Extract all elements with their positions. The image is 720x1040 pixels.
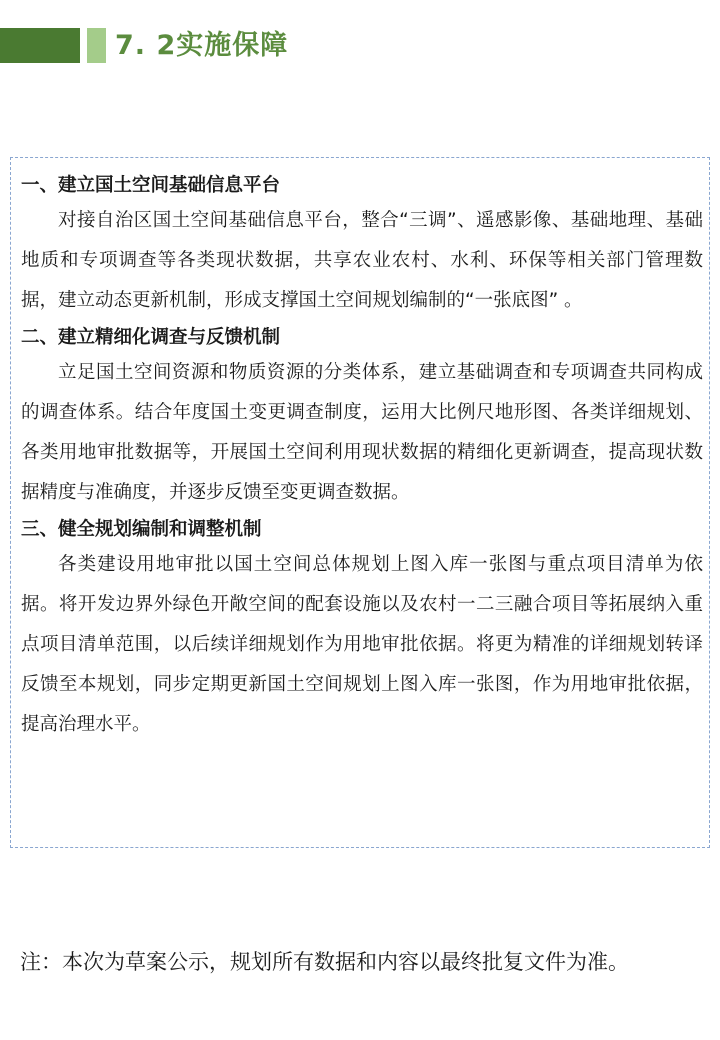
section-body-3: 各类建设用地审批以国土空间总体规划上图入库一张图与重点项目清单为依据。将开发边界外绿色开敞空间的配套设施以及农村一二三融合项目等拓展纳入重点项目清单范围，以后续详细规划作为用地审批依据。将更为精准的详细规划转译反馈至本规划，同步定期更新国土空间规划上图入库一张图，作为用地审批依据，提高治理水平。 [21, 554, 703, 735]
section-heading-1: 一、建立国土空间基础信息平台 [21, 175, 281, 196]
content-box [10, 157, 710, 848]
footer-note: 注：本次为草案公示，规划所有数据和内容以最终批复文件为准。 [20, 950, 629, 974]
header-bar-light [87, 28, 106, 63]
section-heading-3: 三、健全规划编制和调整机制 [21, 519, 262, 540]
section-heading-2: 二、建立精细化调查与反馈机制 [21, 327, 281, 348]
section-body-2: 立足国土空间资源和物质资源的分类体系，建立基础调查和专项调查共同构成的调查体系。结合年度国土变更调查制度，运用大比例尺地形图、各类详细规划、各类用地审批数据等，开展国土空间利用现状数据的精细化更新调查，提高现状数据精度与准确度，并逐步反馈至变更调查数据。 [21, 362, 703, 503]
page-title: 7. 2实施保障 [115, 30, 289, 61]
content-inner [21, 171, 703, 747]
section-body-1: 对接自治区国土空间基础信息平台，整合“三调”、遥感影像、基础地理、基础地质和专项调查等各类现状数据，共享农业农村、水利、环保等相关部门管理数据，建立动态更新机制，形成支撑国土空间规划编制的“一张底图” 。 [21, 210, 703, 311]
header-bar-dark [0, 28, 80, 63]
